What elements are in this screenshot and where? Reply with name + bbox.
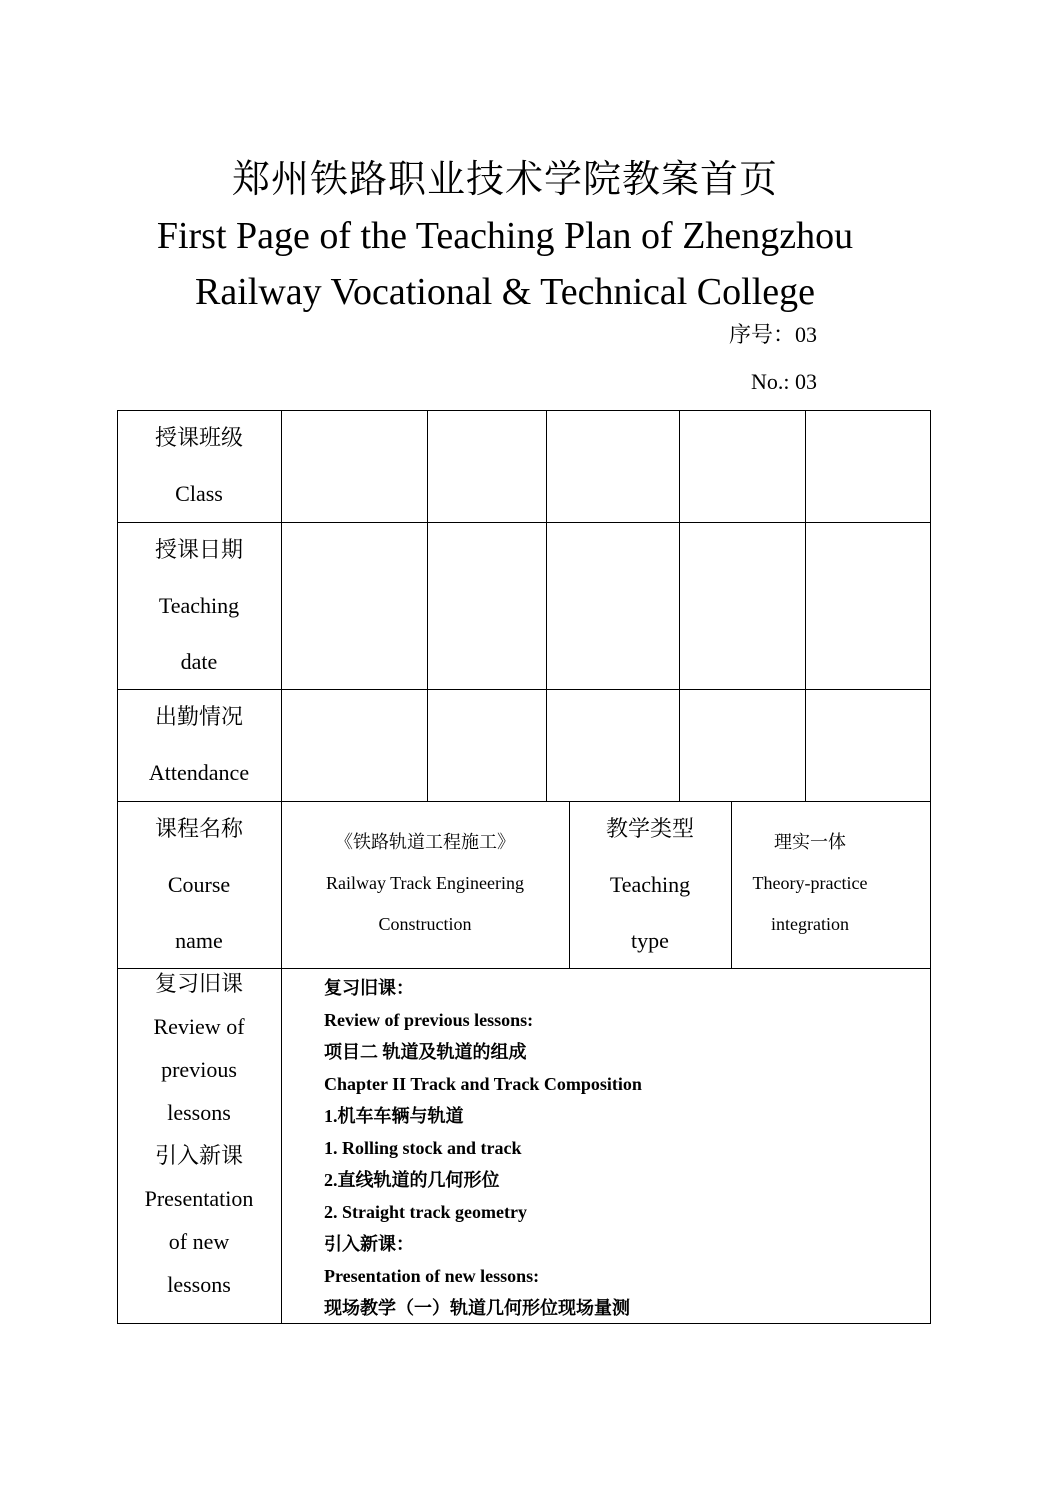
content-line: Review of previous lessons: [324,1010,534,1030]
teaching-type-en-2: integration [771,914,849,934]
course-name-cn: 《铁路轨道工程施工》 [335,832,515,852]
class-label [117,410,281,522]
content-line: 2.直线轨道的几何形位 [324,1170,500,1190]
review-label-line: lessons [167,1272,231,1297]
content-line: 1.机车车辆与轨道 [324,1106,464,1126]
review-label-line: 引入新课 [154,1143,243,1168]
content-line: 2. Straight track geometry [324,1202,527,1222]
review-presentation-content [324,972,642,1324]
class-label-en: Class [175,481,223,506]
content-line: 项目二 轨道及轨道的组成 [324,1042,527,1062]
serial-number-english: No.: 03 [751,369,817,394]
teaching-date-label-en-1: Teaching [158,593,240,618]
review-label-line: 复习旧课 [154,971,243,996]
content-line: Chapter II Track and Track Composition [324,1074,642,1094]
page-title-chinese: 郑州铁路职业技术学院教案首页 [231,159,778,201]
attendance-label-en: Attendance [148,760,250,785]
page-title-english-line-1: First Page of the Teaching Plan of Zhengzhou [156,215,854,257]
attendance-label-cn: 出勤情况 [154,704,243,729]
content-line: 现场教学（一）轨道几何形位现场量测 [324,1298,630,1318]
content-line: 复习旧课： [324,978,414,998]
table-border [930,410,931,1324]
content-line: 1. Rolling stock and track [324,1138,522,1158]
class-label-cn: 授课班级 [154,425,243,450]
course-name-label-en-1: Course [167,872,231,897]
column-divider [679,410,680,801]
teaching-date-label-en-2: date [180,649,218,674]
page-title-english-line-2: Railway Vocational & Technical College [195,271,815,313]
teaching-date-label-cn: 授课日期 [154,537,243,562]
course-name-en-1: Railway Track Engineering [326,873,524,893]
teaching-type-cn: 理实一体 [774,832,846,852]
teaching-type-value [731,822,889,945]
review-label-line: Review of [153,1014,245,1039]
course-name-label-cn: 课程名称 [154,816,243,841]
attendance-label [117,689,281,801]
column-divider [546,410,547,801]
review-label-line: of new [168,1229,230,1254]
review-presentation-label [117,962,281,1306]
teaching-type-label-en-1: Teaching [609,872,691,897]
review-label-line: lessons [167,1100,231,1125]
content-line: 引入新课： [324,1234,414,1254]
content-line: Presentation of new lessons: [324,1266,540,1286]
course-name-en-2: Construction [378,914,472,934]
teaching-date-label [117,522,281,690]
course-name-label-en-2: name [175,928,223,953]
review-label-line: previous [161,1057,237,1082]
serial-number-chinese: 序号：03 [728,322,817,347]
course-name-label [117,801,281,969]
course-name-value [281,822,569,945]
review-label-line: Presentation [144,1186,254,1211]
teaching-type-label-cn: 教学类型 [605,816,694,841]
column-divider [805,410,806,801]
teaching-type-en-1: Theory-practice [752,873,868,893]
column-divider [427,410,428,801]
teaching-type-label-en-2: type [631,928,669,953]
teaching-type-label [569,801,731,969]
